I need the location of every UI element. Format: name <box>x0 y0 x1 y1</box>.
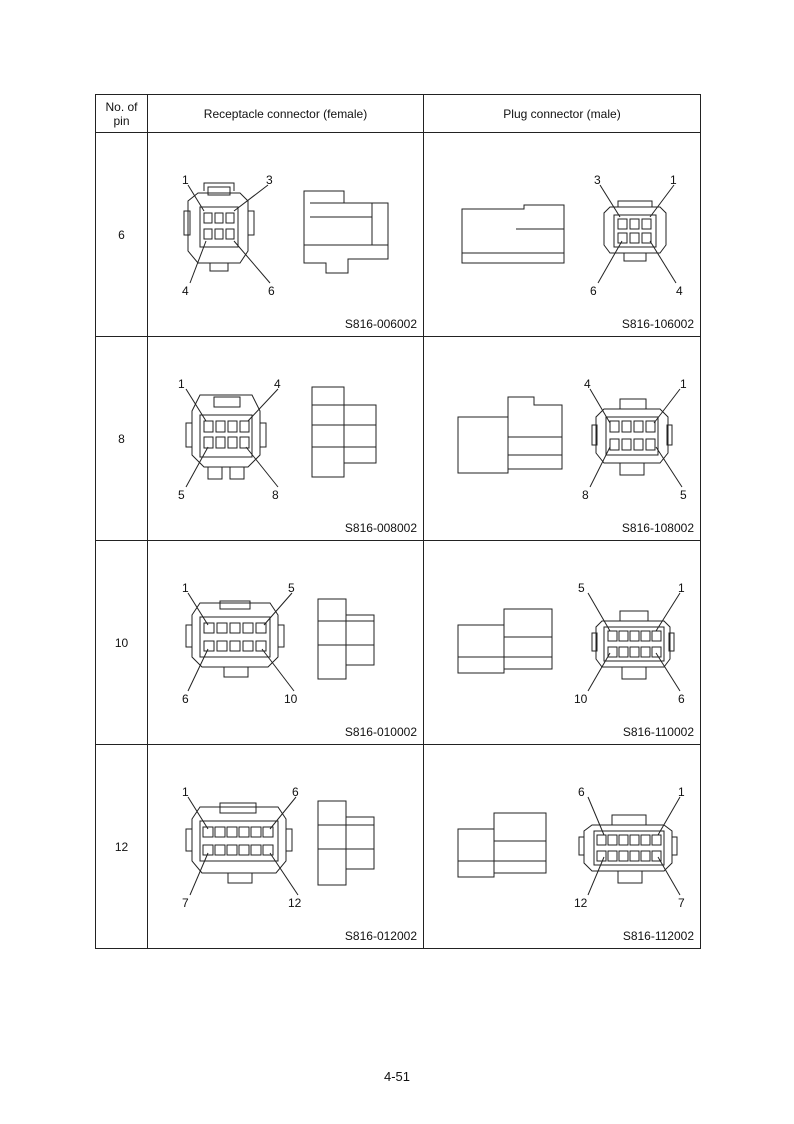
svg-text:1: 1 <box>182 785 189 799</box>
svg-text:1: 1 <box>678 581 685 595</box>
svg-text:5: 5 <box>578 581 585 595</box>
part-code: S816-110002 <box>622 725 694 739</box>
connector-table <box>95 94 701 949</box>
table-row <box>96 337 701 541</box>
plug-cell <box>424 745 701 949</box>
svg-text:5: 5 <box>178 488 185 502</box>
plug-cell <box>424 541 701 745</box>
receptacle-cell <box>148 745 424 949</box>
part-code: S816-106002 <box>621 317 694 331</box>
plug-cell <box>424 337 701 541</box>
table-row <box>96 745 701 949</box>
plug-drawing-12 <box>424 745 700 948</box>
plug-drawing-8 <box>424 337 700 540</box>
svg-text:6: 6 <box>578 785 585 799</box>
svg-text:6: 6 <box>268 284 275 298</box>
header-plug: Plug connector (male) <box>424 95 701 133</box>
plug-drawing-10 <box>424 541 700 744</box>
header-row <box>96 95 701 133</box>
pin-count: 8 <box>96 337 148 541</box>
part-code: S816-010002 <box>344 725 417 739</box>
svg-text:1: 1 <box>670 173 677 187</box>
receptacle-drawing-12 <box>148 745 424 948</box>
svg-text:10: 10 <box>284 692 298 706</box>
svg-text:1: 1 <box>182 581 189 595</box>
svg-text:4: 4 <box>676 284 683 298</box>
svg-text:8: 8 <box>272 488 279 502</box>
svg-text:6: 6 <box>590 284 597 298</box>
svg-text:7: 7 <box>182 896 189 910</box>
plug-drawing-6 <box>424 133 700 336</box>
pin-count: 12 <box>96 745 148 949</box>
svg-text:6: 6 <box>182 692 189 706</box>
receptacle-cell <box>148 541 424 745</box>
receptacle-cell <box>148 337 424 541</box>
part-code: S816-008002 <box>344 521 417 535</box>
part-code: S816-112002 <box>622 929 694 943</box>
svg-text:8: 8 <box>582 488 589 502</box>
svg-text:6: 6 <box>678 692 685 706</box>
part-code: S816-012002 <box>344 929 417 943</box>
svg-text:12: 12 <box>574 896 588 910</box>
receptacle-drawing-8 <box>148 337 424 540</box>
svg-text:3: 3 <box>594 173 601 187</box>
svg-text:1: 1 <box>680 377 687 391</box>
plug-cell <box>424 133 701 337</box>
svg-text:12: 12 <box>288 896 302 910</box>
svg-text:6: 6 <box>292 785 299 799</box>
svg-text:1: 1 <box>678 785 685 799</box>
svg-text:5: 5 <box>680 488 687 502</box>
svg-text:4: 4 <box>182 284 189 298</box>
page-number: 4-51 <box>383 1069 411 1084</box>
svg-text:1: 1 <box>182 173 189 187</box>
header-pin-count: No. of pin <box>96 95 148 133</box>
header-receptacle: Receptacle connector (female) <box>148 95 424 133</box>
svg-text:3: 3 <box>266 173 273 187</box>
part-code: S816-108002 <box>621 521 694 535</box>
pin-count: 6 <box>96 133 148 337</box>
table-row <box>96 541 701 745</box>
svg-text:1: 1 <box>178 377 185 391</box>
part-code: S816-006002 <box>344 317 417 331</box>
pin-count: 10 <box>96 541 148 745</box>
svg-text:7: 7 <box>678 896 685 910</box>
receptacle-drawing-10 <box>148 541 424 744</box>
svg-text:10: 10 <box>574 692 588 706</box>
svg-text:4: 4 <box>584 377 591 391</box>
receptacle-drawing-6 <box>148 133 424 336</box>
svg-text:4: 4 <box>274 377 281 391</box>
svg-text:5: 5 <box>288 581 295 595</box>
table-row <box>96 133 701 337</box>
receptacle-cell <box>148 133 424 337</box>
